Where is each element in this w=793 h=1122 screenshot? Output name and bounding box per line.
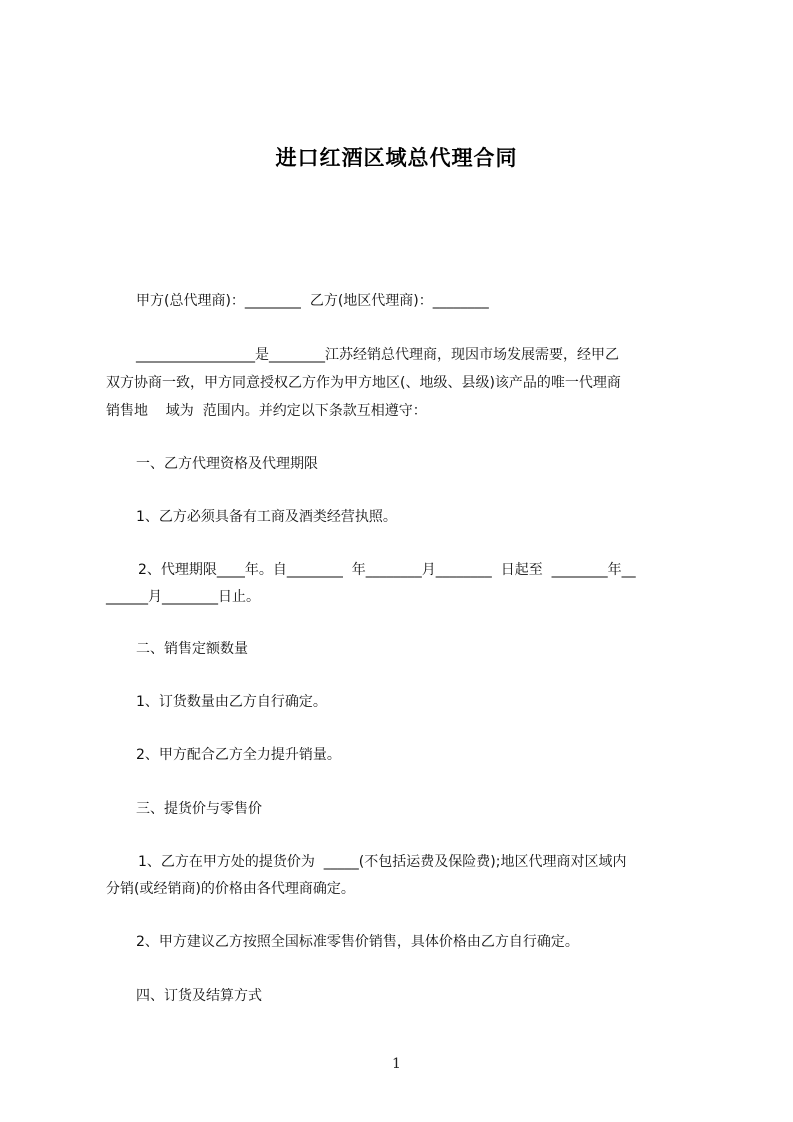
section-2-item-1: 1、订货数量由乙方自行确定。 [136, 694, 327, 710]
section-1-item-2-line-1: 2、代理期限____年。自________ 年________月________ 日起至 ________年__ [138, 562, 636, 578]
page-number: 1 [392, 1056, 401, 1072]
parties-line: 甲方(总代理商)：________ 乙方(地区代理商)：________ [136, 293, 489, 309]
section-1-heading: 一、乙方代理资格及代理期限 [136, 456, 318, 472]
section-1-item-1: 1、乙方必须具备有工商及酒类经营执照。 [136, 509, 397, 525]
section-2-item-2: 2、甲方配合乙方全力提升销量。 [136, 747, 341, 763]
section-3-item-2: 2、甲方建议乙方按照全国标准零售价销售，具体价格由乙方自行确定。 [136, 934, 579, 950]
intro-line-3: 销售地 域为 范围内。并约定以下条款互相遵守： [106, 403, 427, 419]
section-1-item-2-line-2: ______月________日止。 [106, 589, 260, 605]
section-4-heading: 四、订货及结算方式 [136, 988, 262, 1004]
section-3-item-1-line-1: 1、乙方在甲方处的提货价为 _____(不包括运费及保险费);地区代理商对区域内 [138, 854, 627, 870]
section-3-item-1-line-2: 分销(或经销商)的价格由各代理商确定。 [106, 881, 355, 897]
intro-line-1: _________________是________江苏经销总代理商，现因市场发展需要，经甲乙 [136, 347, 619, 363]
section-2-heading: 二、销售定额数量 [136, 641, 248, 657]
document-title: 进口红酒区域总代理合同 [275, 146, 518, 170]
intro-line-2: 双方协商一致，甲方同意授权乙方作为甲方地区(、地级、县级)该产品的唯一代理商 [106, 375, 621, 391]
section-3-heading: 三、提货价与零售价 [136, 801, 262, 817]
